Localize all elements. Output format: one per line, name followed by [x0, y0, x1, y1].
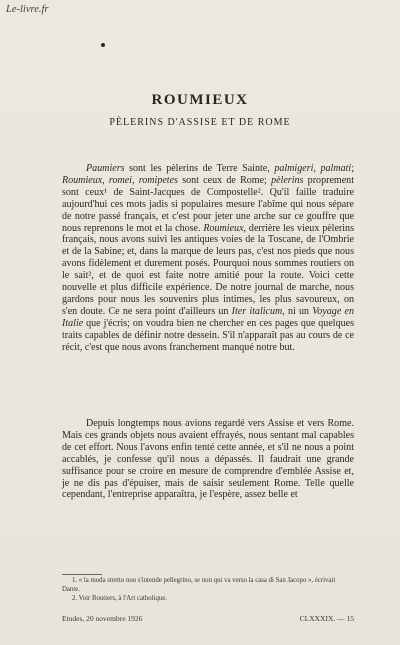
- footnotes: [62, 576, 354, 603]
- italic-text: Iter italicum: [231, 305, 283, 317]
- page-footer: [62, 614, 354, 623]
- body-text: que j'écris; on voudra bien ne chercher en ces pages que quelques traits capables de définir notre dessein. S'il n'apparaît pas au cours de ce récit, c'est que nous avons franchement manqué notre but.: [62, 317, 354, 353]
- footer-page-number: CLXXXIX. — 15: [299, 614, 354, 623]
- body-text: , derrière les vieux pèlerins français, nous avons suivi les antiques voies de la Toscane, de l'Ombrie et de la Sabine; et, dans la marque de leurs pas, c'est nos pieds que nous avons fidèlement et durement posés. Pourquoi nous sommes routiers on le sait², et de quoi est faite notre amitié pour la route. Voici cette nouvelle et plus difficile expérience. De notre journal de marche, nous gardons pour nous les souvenirs plus intimes, les plus savoureux, on s'en doute. Ce ne sera point d'ailleurs un: [62, 222, 354, 317]
- footnote: 2. Voir Routiers, à l'Art catholique.: [72, 595, 167, 602]
- italic-text: Roumieux: [203, 222, 244, 234]
- ink-dot: [101, 43, 105, 47]
- body-text: proprement sont ceux¹ de Saint-Jacques de Compostelle². Qu'il faille traduire aujourd'hui ces mots jadis si populaires mesure l'abîme qui nous sépare de notre passé français, et c'est pour jeter une arche sur ce gouffre que nous reprenons le mot et la chose.: [62, 174, 354, 234]
- watermark: Le-livre.fr: [6, 4, 49, 15]
- italic-text: Voyage en Italie: [62, 305, 354, 329]
- footnote: 1. « la moda stretto non s'intende pellegrino, se non qui va verso la casa di San Jacopo », écrivait Dante.: [62, 577, 336, 593]
- article-subtitle: PÈLERINS D'ASSISE ET DE ROME: [109, 117, 291, 128]
- italic-text: Paumiers: [86, 163, 125, 174]
- body-text: , ni un: [282, 305, 313, 317]
- italic-text: Roumieux, romei, romipetes: [62, 174, 178, 186]
- article-title: ROUMIEUX: [151, 92, 249, 108]
- italic-text: palmigeri, palmati: [274, 163, 352, 174]
- body-text: ;: [351, 163, 354, 174]
- paragraph-1: [62, 163, 354, 354]
- footnote-rule: [62, 574, 102, 575]
- body-text: sont ceux de Rome;: [177, 174, 272, 186]
- italic-text: pèlerins: [271, 174, 304, 186]
- body-text: sont les pèlerins de Terre Sainte,: [124, 163, 275, 174]
- footer-source: Etudes, 20 novembre 1926: [62, 614, 143, 623]
- paragraph-2: Depuis longtemps nous avions regardé vers Assise et vers Rome. Mais ces grands objets nous avaient effrayés, nous sentant mal capables de cet effort. Nous l'avons enfin tenté cette année, et s'il ne nous a point accablés, je confesse qu'il nous a dépassés. Il faudrait une grande suffisance pour se croire en mesure de comprendre d'emblée Assise et, je ne dis pas d'épuiser, mais de saisir seulement Rome. Telle quelle cependant, l'entreprise apparaîtra, je l'espère, assez belle et: [62, 418, 354, 501]
